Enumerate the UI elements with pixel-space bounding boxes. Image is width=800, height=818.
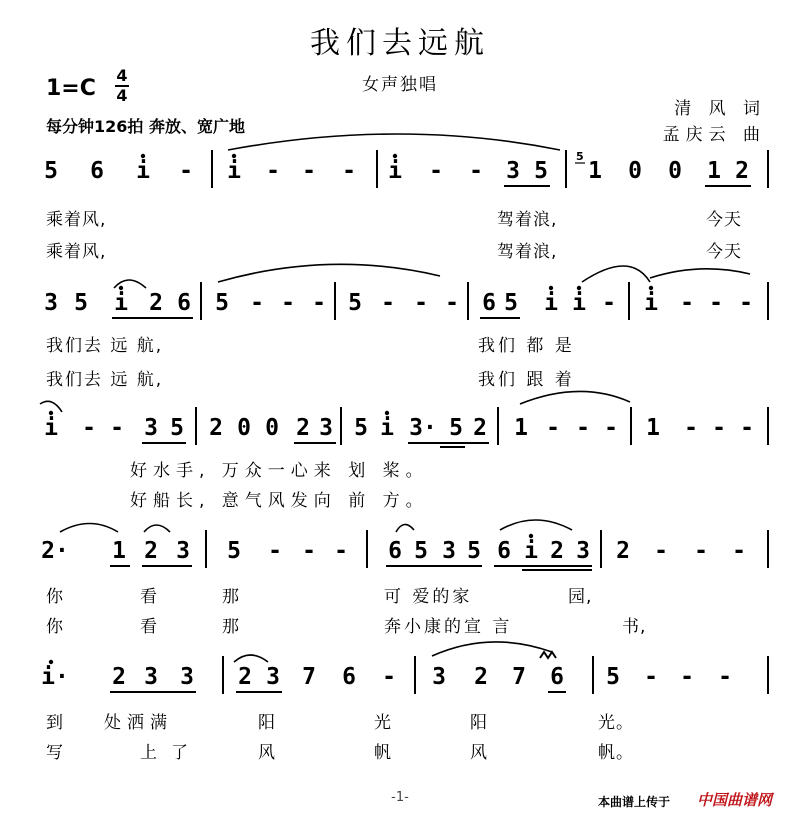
bar-line: [767, 150, 769, 188]
slur: [500, 520, 572, 530]
note: -: [694, 538, 708, 564]
note: 6: [342, 664, 356, 690]
note: -: [250, 290, 264, 316]
slur: [396, 524, 414, 532]
bar-line: [340, 407, 342, 445]
bar-line: [767, 530, 769, 568]
note: 2: [296, 415, 310, 441]
bar-line: [200, 282, 202, 320]
lyric: 上了: [140, 743, 202, 763]
note: -: [644, 664, 658, 690]
lyric: 光: [374, 713, 392, 733]
note: 3: [266, 664, 280, 690]
lyric: 我们去 远 航,: [46, 370, 164, 390]
note: 2: [149, 290, 163, 316]
slur: [144, 525, 170, 532]
note: -: [381, 290, 395, 316]
note: 5: [44, 158, 58, 184]
lyric: 乘着风,: [46, 210, 107, 230]
bar-line: [376, 150, 378, 188]
lyric: 书,: [622, 617, 647, 637]
note: 3: [176, 538, 190, 564]
note: 2: [616, 538, 630, 564]
note: 0: [668, 158, 682, 184]
note: -: [82, 415, 96, 441]
composer-credit: 孟庆云 曲: [662, 125, 766, 145]
note: 6: [388, 538, 402, 564]
note: -: [414, 290, 428, 316]
note: 2: [209, 415, 223, 441]
lyric: 驾着浪,: [497, 242, 558, 262]
note: 5: [449, 415, 463, 441]
note: i·: [41, 664, 69, 690]
lyric: 今天: [706, 242, 742, 262]
note: -: [709, 290, 723, 316]
lyricist-credit: 清 风 词: [674, 99, 766, 119]
note: 2: [550, 538, 564, 564]
lyric: 阳: [470, 713, 488, 733]
note: 3: [180, 664, 194, 690]
note: 1: [646, 415, 660, 441]
time-signature-bottom: 4: [116, 86, 128, 105]
bar-line: [630, 407, 632, 445]
key-signature: 1=C: [46, 76, 96, 101]
note: 6: [177, 290, 191, 316]
note: -: [302, 538, 316, 564]
note: 5: [534, 158, 548, 184]
note: -: [680, 664, 694, 690]
bar-line: [366, 530, 368, 568]
bar-line: [628, 282, 630, 320]
lyric: 可 爱的家: [384, 587, 473, 607]
note: 3: [44, 290, 58, 316]
slur: [40, 401, 62, 412]
lyric: 我们去 远 航,: [46, 336, 164, 356]
note: -: [739, 290, 753, 316]
note: 2: [474, 664, 488, 690]
bar-line: [600, 530, 602, 568]
note: 5: [504, 290, 518, 316]
note: 1: [588, 158, 602, 184]
lyric: 写: [46, 743, 64, 763]
bar-line: [222, 656, 224, 694]
slur: [114, 280, 146, 288]
note: 7: [302, 664, 316, 690]
note: 6: [550, 664, 564, 690]
note: 6: [497, 538, 511, 564]
time-signature-top: 4: [116, 66, 128, 85]
lyric: 好水手, 万众一心来 划 桨。: [130, 461, 429, 481]
slur: [650, 269, 750, 278]
lyric: 你: [46, 587, 64, 607]
bar-line: [497, 407, 499, 445]
tempo-marking: 每分钟126拍 奔放、宽广地: [46, 117, 245, 136]
note: -: [576, 415, 590, 441]
bar-line: [767, 407, 769, 445]
bar-line: [565, 150, 567, 188]
slur: [582, 266, 650, 282]
note: 3: [319, 415, 333, 441]
note: 2: [112, 664, 126, 690]
note: 3: [506, 158, 520, 184]
note: 3: [576, 538, 590, 564]
source-note: 本曲谱上传于: [598, 795, 671, 809]
note: 5: [354, 415, 368, 441]
note: 6: [482, 290, 496, 316]
slur: [60, 524, 118, 533]
lyric: 到: [46, 713, 64, 733]
note: 1: [707, 158, 721, 184]
note: -: [334, 538, 348, 564]
note: 6: [90, 158, 104, 184]
lyric: 今天: [706, 210, 742, 230]
note: i: [544, 290, 558, 316]
note: 3: [144, 415, 158, 441]
note: 5: [74, 290, 88, 316]
bar-line: [205, 530, 207, 568]
slur: [218, 264, 440, 282]
note: 3: [442, 538, 456, 564]
lyric: 我们 都 是: [478, 336, 575, 356]
lyric: 那: [222, 587, 240, 607]
note: 5: [414, 538, 428, 564]
lyric: 帆: [374, 743, 392, 763]
bar-line: [767, 656, 769, 694]
note: -: [712, 415, 726, 441]
note: 1: [112, 538, 126, 564]
lyric: 奔小康的宣 言: [384, 617, 513, 637]
grace-note-5: 5: [576, 150, 584, 163]
slur: [228, 134, 560, 150]
note: -: [342, 158, 356, 184]
note: -: [740, 415, 754, 441]
note: -: [266, 158, 280, 184]
note: 5: [348, 290, 362, 316]
note: 0: [237, 415, 251, 441]
ornament-mark: [540, 652, 556, 658]
note: i: [114, 290, 128, 316]
note: -: [718, 664, 732, 690]
lyric: 看: [140, 617, 158, 637]
song-title: 我们去远航: [310, 26, 490, 61]
note: 1: [514, 415, 528, 441]
note: 2: [473, 415, 487, 441]
note: -: [684, 415, 698, 441]
note: 2·: [41, 538, 69, 564]
note: 0: [265, 415, 279, 441]
note: i: [227, 158, 241, 184]
lyric: 你: [46, 617, 64, 637]
note: -: [732, 538, 746, 564]
slur: [432, 642, 552, 656]
note: 5: [606, 664, 620, 690]
note: i: [44, 415, 58, 441]
note: 5: [227, 538, 241, 564]
bar-line: [767, 282, 769, 320]
note: i: [572, 290, 586, 316]
note: -: [110, 415, 124, 441]
bar-line: [334, 282, 336, 320]
bar-line: [467, 282, 469, 320]
note: -: [382, 664, 396, 690]
note: 2: [144, 538, 158, 564]
note: -: [469, 158, 483, 184]
lyric: 看: [140, 587, 158, 607]
note: -: [445, 290, 459, 316]
note: -: [680, 290, 694, 316]
note: -: [546, 415, 560, 441]
note: -: [281, 290, 295, 316]
bar-line: [195, 407, 197, 445]
note: 7: [512, 664, 526, 690]
note: 0: [628, 158, 642, 184]
note: 2: [238, 664, 252, 690]
bar-line: [414, 656, 416, 694]
note: 5: [467, 538, 481, 564]
lyric: 乘着风,: [46, 242, 107, 262]
lyric: 处洒满: [104, 713, 173, 733]
note: i: [388, 158, 402, 184]
time-signature: [113, 67, 131, 105]
note: i: [524, 538, 538, 564]
note: i: [644, 290, 658, 316]
lyric: 阳: [258, 713, 276, 733]
note: -: [654, 538, 668, 564]
bar-line: [211, 150, 213, 188]
note: -: [604, 415, 618, 441]
page-number: -1-: [391, 790, 409, 805]
note: 5: [170, 415, 184, 441]
note: -: [179, 158, 193, 184]
slur: [234, 655, 268, 662]
lyric: 园,: [568, 587, 593, 607]
lyric: 那: [222, 617, 240, 637]
site-logo: 中国曲谱网: [697, 791, 773, 809]
note: 2: [735, 158, 749, 184]
bar-line: [592, 656, 594, 694]
note: -: [429, 158, 443, 184]
note: 5: [215, 290, 229, 316]
note: 3·: [409, 415, 437, 441]
lyric: 我们 跟 着: [478, 370, 575, 390]
note: i: [380, 415, 394, 441]
lyric: 光。: [598, 713, 634, 733]
performance-type: 女声独唱: [362, 75, 438, 95]
slur: [520, 391, 630, 404]
note: 3: [144, 664, 158, 690]
lyric: 好船长, 意气风发向 前 方。: [130, 491, 429, 511]
lyric: 驾着浪,: [497, 210, 558, 230]
note: -: [268, 538, 282, 564]
note: 3: [432, 664, 446, 690]
lyric: 风: [470, 743, 488, 763]
lyric: 帆。: [598, 743, 634, 763]
lyric: 风: [258, 743, 276, 763]
note: i: [136, 158, 150, 184]
note: -: [602, 290, 616, 316]
note: -: [312, 290, 326, 316]
note: -: [302, 158, 316, 184]
